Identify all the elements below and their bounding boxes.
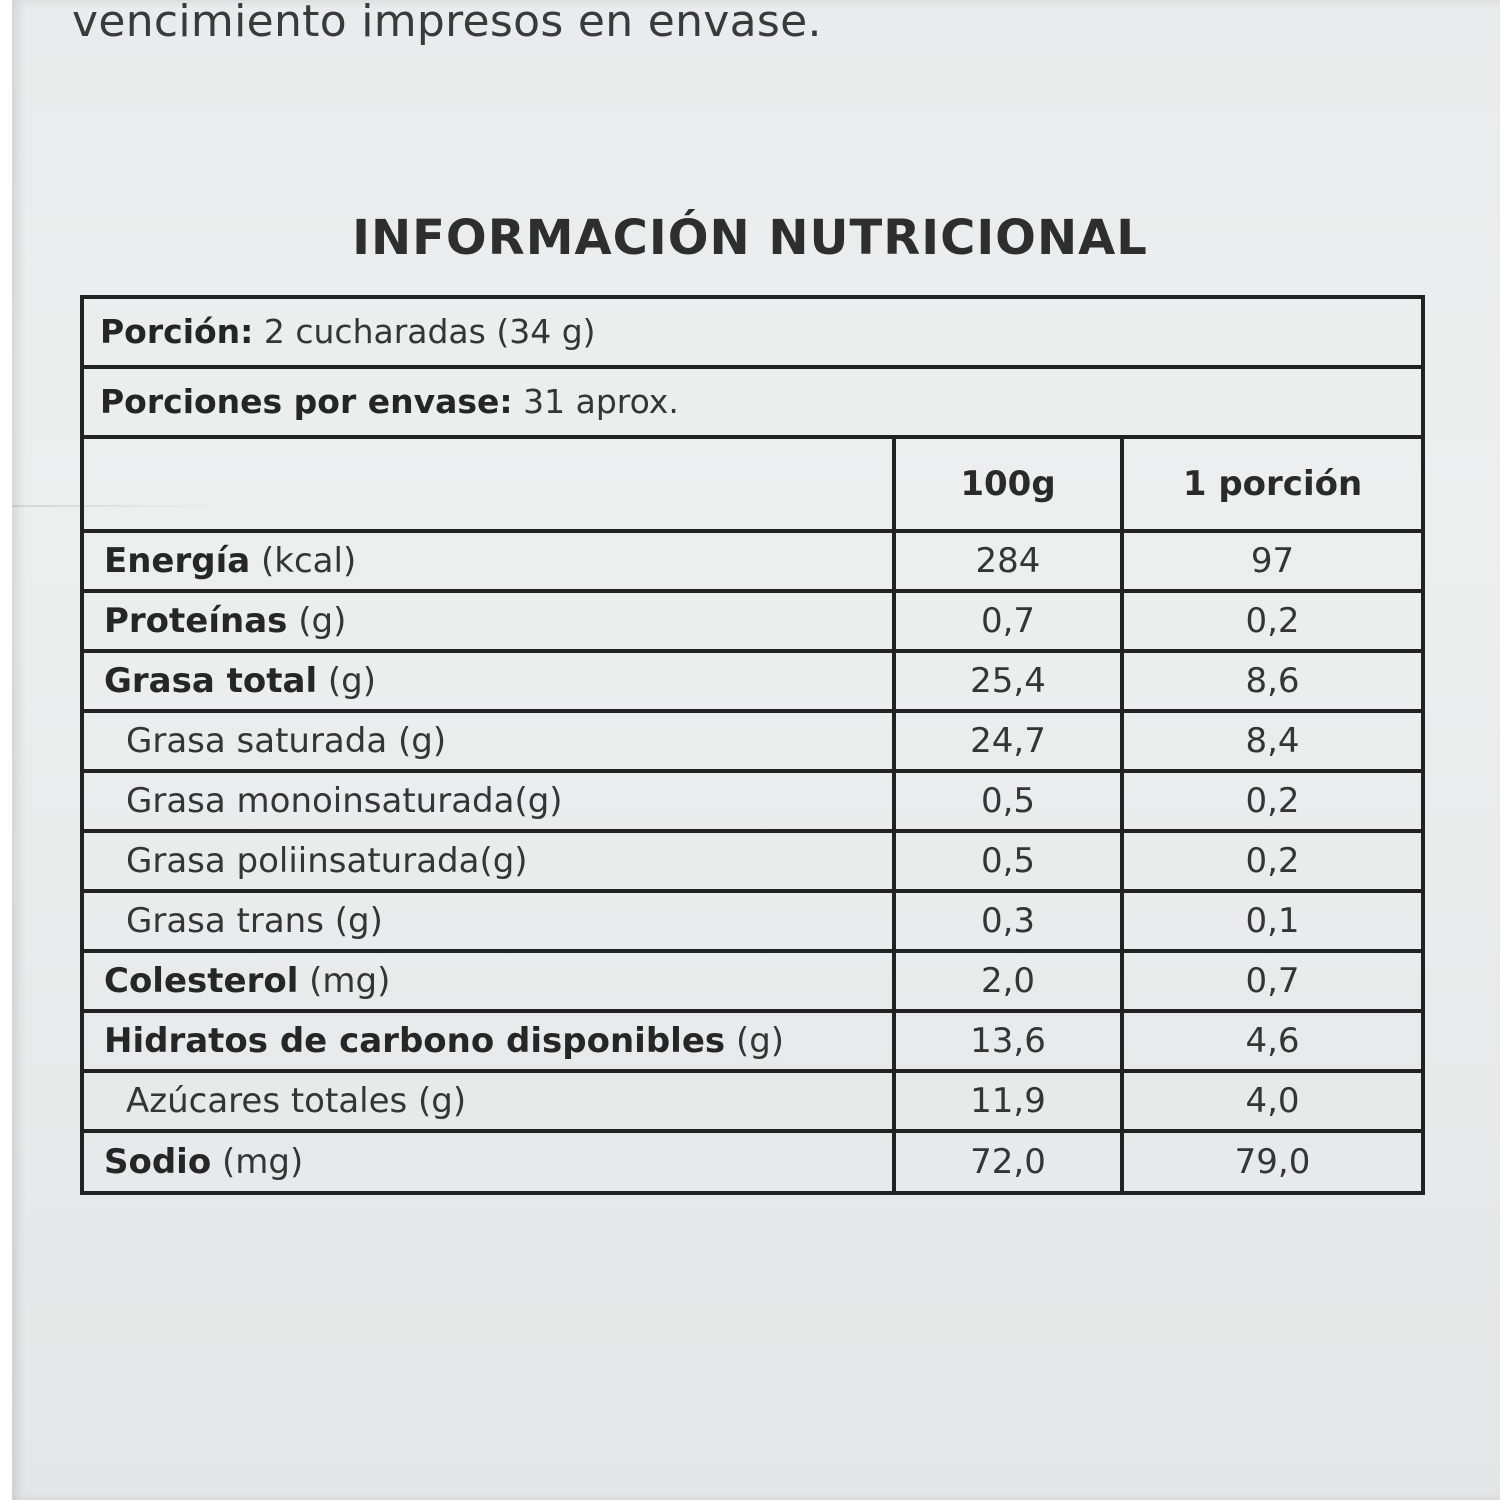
value-100g: 0,5 (894, 831, 1122, 891)
value-portion: 97 (1122, 531, 1421, 591)
nutrient-grid (84, 439, 1421, 1191)
nutrient-row-grasa-monoinsaturada (84, 771, 1421, 831)
nutrient-name: Hidratos de carbono disponibles (104, 1021, 726, 1061)
header-blank-cell (84, 439, 894, 531)
nutrient-label: Grasa monoinsaturada(g) (84, 771, 894, 831)
value-portion: 4,0 (1122, 1071, 1421, 1131)
value-100g: 25,4 (894, 651, 1122, 711)
value-portion: 79,0 (1234, 1142, 1311, 1182)
value-100g: 24,7 (894, 711, 1122, 771)
value-100g: 0,7 (894, 591, 1122, 651)
nutrient-label: Grasa saturada (g) (84, 711, 894, 771)
nutrient-name: Energía (104, 541, 251, 581)
nutrient-name: Proteínas (104, 601, 288, 641)
nutrient-name: Sodio (104, 1142, 212, 1182)
value-portion: 8,6 (1122, 651, 1421, 711)
value-100g: 0,3 (894, 891, 1122, 951)
value-portion: 0,2 (1122, 831, 1421, 891)
nutrient-unit: (g) (298, 601, 347, 641)
value-portion: 4,6 (1122, 1011, 1421, 1071)
nutrient-label: Grasa poliinsaturada(g) (84, 831, 894, 891)
expiry-note: vencimiento impresos en envase. (72, 0, 822, 47)
value-portion: 0,2 (1122, 591, 1421, 651)
value-100g: 13,6 (894, 1011, 1122, 1071)
nutrient-row-proteinas (84, 591, 1421, 651)
value-portion: 0,1 (1122, 891, 1421, 951)
serving-label: Porción: (100, 312, 254, 351)
nutrition-table (80, 295, 1425, 1195)
value-100g: 2,0 (894, 951, 1122, 1011)
servings-per-container-row (84, 369, 1421, 439)
nutrient-name: Grasa total (104, 661, 318, 701)
nutrition-title: INFORMACIÓN NUTRICIONAL (352, 210, 1148, 266)
nutrient-row-hidratos (84, 1011, 1421, 1071)
value-portion: 0,2 (1122, 771, 1421, 831)
nutrient-unit: (mg) (222, 1142, 304, 1182)
col-header-portion: 1 porción (1122, 439, 1421, 531)
value-100g: 72,0 (894, 1131, 1122, 1191)
nutrient-row-colesterol (84, 951, 1421, 1011)
nutrient-row-sodio (84, 1131, 1421, 1191)
nutrient-row-grasa-poliinsaturada (84, 831, 1421, 891)
value-100g: 0,5 (894, 771, 1122, 831)
nutrient-row-grasa-saturada (84, 711, 1421, 771)
nutrient-unit: (g) (735, 1021, 785, 1061)
nutrient-unit: (mg) (309, 961, 391, 1001)
nutrient-row-grasa-trans (84, 891, 1421, 951)
nutrient-unit: (kcal) (261, 541, 357, 581)
nutrient-label: Grasa trans (g) (84, 891, 894, 951)
nutrient-name: Colesterol (104, 961, 299, 1001)
nutrient-row-energia (84, 531, 1421, 591)
nutrient-row-grasa-total (84, 651, 1421, 711)
col-header-100g: 100g (894, 439, 1122, 531)
servings-per-container-value: 31 aprox. (523, 382, 679, 421)
value-portion: 0,7 (1122, 951, 1421, 1011)
serving-row (84, 299, 1421, 369)
nutrient-unit: (g) (327, 661, 377, 701)
serving-value: 2 cucharadas (34 g) (263, 312, 596, 351)
value-100g: 284 (894, 531, 1122, 591)
servings-per-container-label: Porciones por envase: (100, 382, 513, 421)
column-header-row (84, 439, 1421, 531)
value-100g: 11,9 (894, 1071, 1122, 1131)
nutrient-label: Azúcares totales (g) (84, 1071, 894, 1131)
nutrient-row-azucares (84, 1071, 1421, 1131)
value-portion: 8,4 (1122, 711, 1421, 771)
